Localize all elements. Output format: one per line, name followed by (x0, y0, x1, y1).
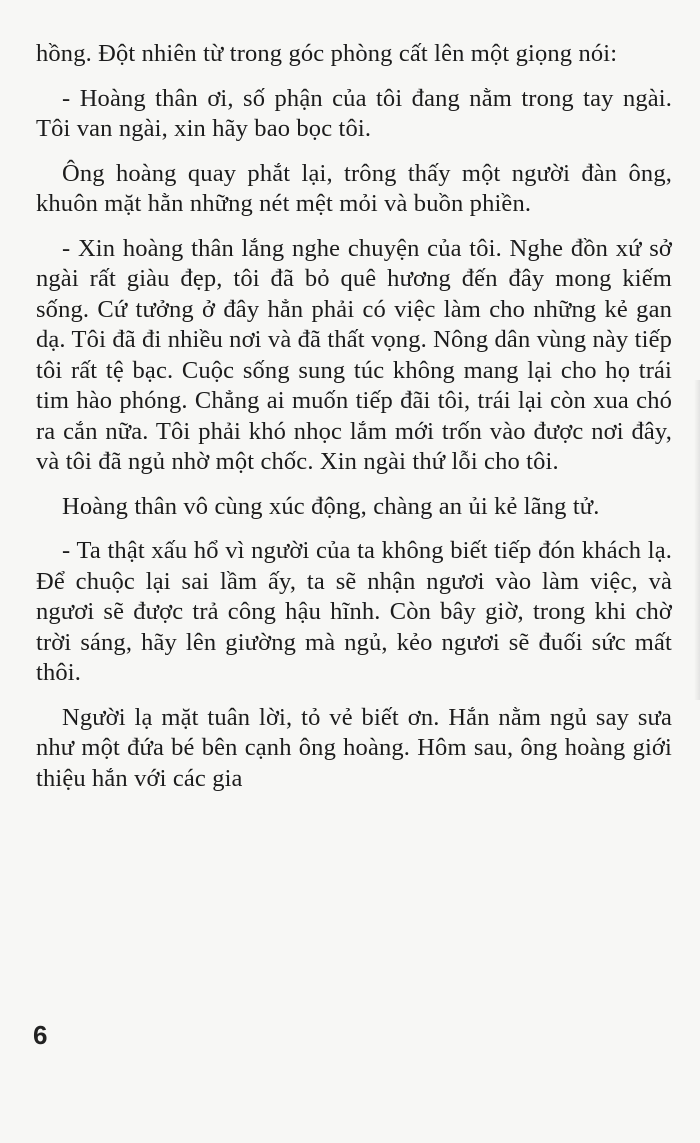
paragraph-6: - Ta thật xấu hổ vì người của ta không biết tiếp đón khách lạ. Để chuộc lại sai lầm ấy, ta sẽ nhận ngươi vào làm việc, và ngươi sẽ được trả công hậu hĩnh. Còn bây giờ, trong khi chờ trời sáng, hãy lên giường mà ngủ, kẻo ngươi sẽ đuối sức mất thôi. (36, 537, 672, 686)
paragraph-5: Hoàng thân vô cùng xúc động, chàng an ủi kẻ lãng tử. (62, 492, 600, 520)
paragraph-1: hồng. Đột nhiên từ trong góc phòng cất lên một giọng nói: (36, 40, 618, 67)
page-number: 6 (33, 1020, 48, 1050)
paragraph-3: Ông hoàng quay phắt lại, trông thấy một người đàn ông, khuôn mặt hằn những nét mệt mỏi và buồn phiền. (36, 159, 672, 217)
page-body (36, 39, 672, 808)
paragraph-4: - Xin hoàng thân lắng nghe chuyện của tôi. Nghe đồn xứ sở ngài rất giàu đẹp, tôi đã bỏ quê hương đến đây mong kiếm sống. Cứ tưởng ở đây hẳn phải có việc làm cho những kẻ gan dạ. Tôi đã đi nhiều nơi và đã thất vọng. Nông dân vùng này tiếp tôi rất tệ bạc. Cuộc sống sung túc không mang lại cho họ trái tim hào phóng. Chẳng ai muốn tiếp đãi tôi, trái lại còn xua chó ra cắn nữa. Tôi phải khó nhọc lắm mới trốn vào được nơi đây, và tôi đã ngủ nhờ một chốc. Xin ngài thứ lỗi cho tôi. (36, 234, 672, 475)
paragraph-2: - Hoàng thân ơi, số phận của tôi đang nằm trong tay ngài. Tôi van ngài, xin hãy bao bọc tôi. (36, 84, 672, 142)
paragraph-7: Người lạ mặt tuân lời, tỏ vẻ biết ơn. Hắn nằm ngủ say sưa như một đứa bé bên cạnh ông hoàng. Hôm sau, ông hoàng giới thiệu hắn với các gia (36, 703, 672, 792)
page-edge-shadow (694, 380, 700, 700)
